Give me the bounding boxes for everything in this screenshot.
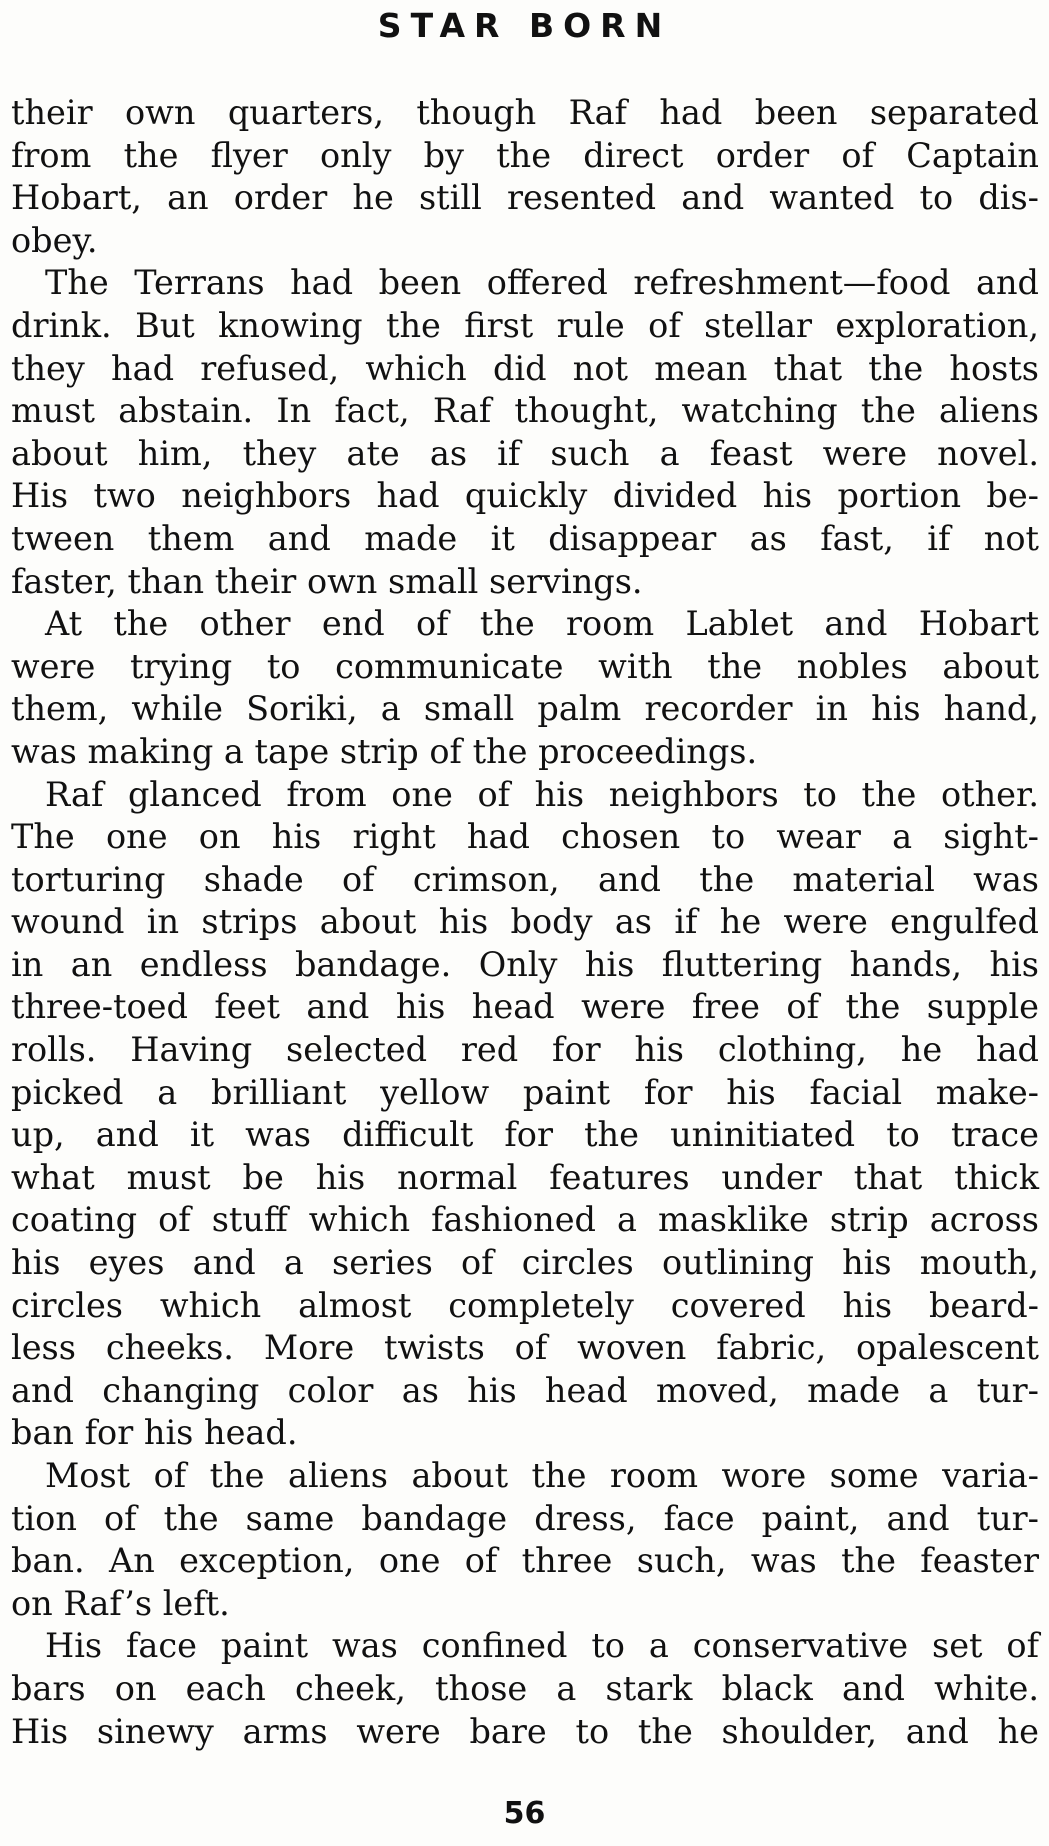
body-text	[11, 92, 1039, 1753]
text-line: His two neighbors had quickly divided his portion be-	[11, 476, 1039, 516]
text-line: from the flyer only by the direct order of Captain	[11, 135, 1039, 175]
text-line: wound in strips about his body as if he were engulfed	[11, 902, 1039, 942]
text-line: them, while Soriki, a small palm recorder in his hand,	[11, 689, 1039, 729]
text-line: circles which almost completely covered his beard-	[11, 1285, 1039, 1325]
text-line: in an endless bandage. Only his fluttering hands, his	[11, 944, 1039, 984]
text-line: picked a brilliant yellow paint for his facial make-	[11, 1072, 1039, 1112]
text-line: faster, than their own small servings.	[11, 561, 643, 601]
text-line: Raf glanced from one of his neighbors to the other.	[45, 774, 1039, 814]
text-line: three-toed feet and his head were free of the supple	[11, 987, 1039, 1027]
text-line: must abstain. In fact, Raf thought, watching the aliens	[11, 391, 1039, 431]
text-line: Most of the aliens about the room wore some varia-	[45, 1456, 1039, 1495]
text-line: their own quarters, though Raf had been separated	[11, 93, 1039, 132]
text-line: torturing shade of crimson, and the material was	[11, 859, 1039, 899]
text-line: His sinewy arms were bare to the shoulder, and he	[11, 1711, 1039, 1751]
page-number: 56	[503, 1796, 546, 1831]
text-line: his eyes and a series of circles outlining his mouth,	[11, 1243, 1039, 1283]
text-line: was making a tape strip of the proceedings.	[11, 731, 758, 771]
text-line: about him, they ate as if such a feast were novel.	[11, 433, 1039, 473]
text-line: drink. But knowing the first rule of stellar exploration,	[11, 305, 1039, 345]
text-line: tween them and made it disappear as fast, if not	[11, 518, 1039, 558]
text-line: were trying to communicate with the nobles about	[11, 646, 1039, 686]
text-line: At the other end of the room Lablet and Hobart	[45, 604, 1039, 644]
text-line: on Raf’s left.	[11, 1583, 230, 1623]
text-line: ban. An exception, one of three such, was the feaster	[11, 1541, 1039, 1581]
text-line: what must be his normal features under that thick	[11, 1157, 1039, 1197]
text-line: and changing color as his head moved, made a tur-	[11, 1370, 1039, 1410]
running-head: STAR BORN	[377, 6, 672, 45]
text-line: Hobart, an order he still resented and wanted to dis-	[11, 178, 1039, 218]
text-line: rolls. Having selected red for his clothing, he had	[11, 1030, 1039, 1070]
text-line: His face paint was confined to a conservative set of	[45, 1626, 1039, 1666]
text-line: The one on his right had chosen to wear a sight-	[11, 817, 1039, 857]
text-line: tion of the same bandage dress, face paint, and tur-	[11, 1498, 1039, 1538]
text-line: ban for his head.	[11, 1413, 298, 1453]
text-line: they had refused, which did not mean that the hosts	[11, 348, 1039, 388]
text-line: The Terrans had been offered refreshment—food and	[45, 263, 1039, 303]
text-line: coating of stuff which fashioned a masklike strip across	[11, 1200, 1039, 1240]
text-line: bars on each cheek, those a stark black and white.	[11, 1668, 1039, 1708]
text-line: up, and it was difficult for the uninitiated to trace	[11, 1115, 1039, 1155]
text-line: less cheeks. More twists of woven fabric, opalescent	[11, 1328, 1039, 1368]
text-line: obey.	[11, 220, 98, 260]
